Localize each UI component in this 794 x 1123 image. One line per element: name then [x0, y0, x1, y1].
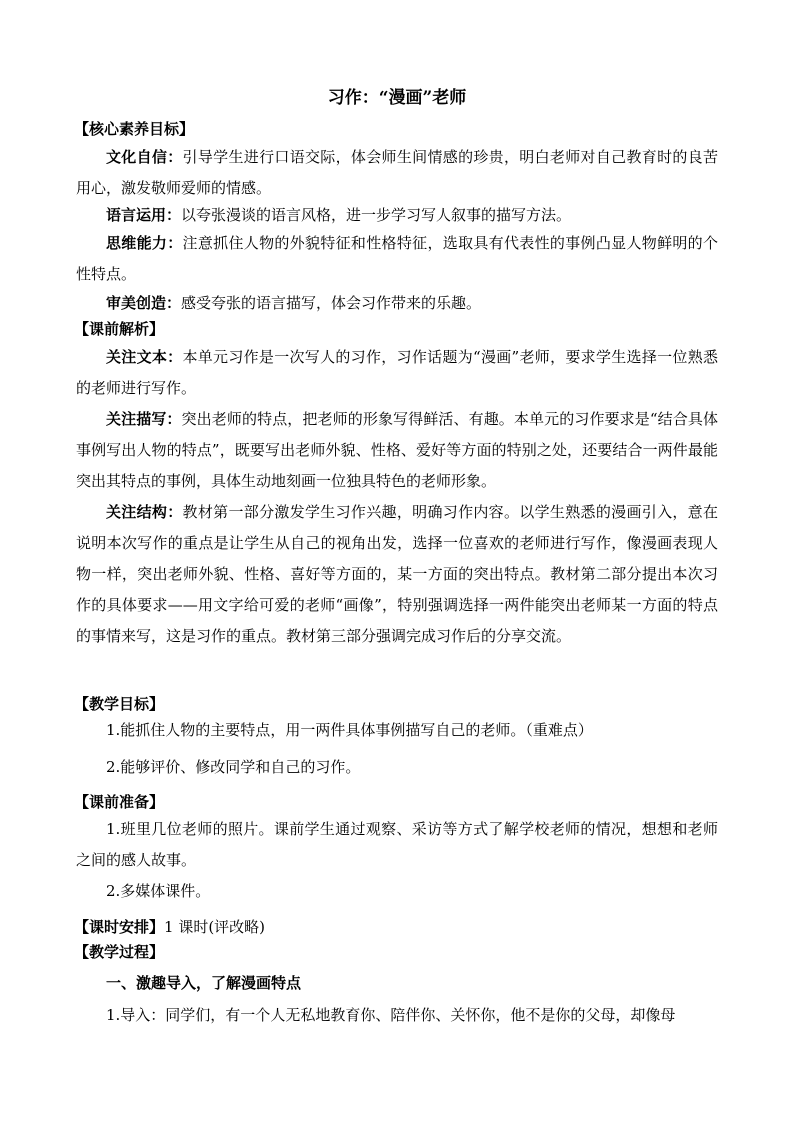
text-focus-text: 本单元习作是一次写人的习作，习作话题为“漫画”老师，要求学生选择一位熟悉的老师进行写作。 [76, 348, 718, 397]
section-pre-analysis: 【课前解析】 [74, 320, 165, 338]
process-intro: 1.导入：同学们，有一个人无私地教育你、陪伴你、关怀你，他不是你的父母，却像母 [106, 1006, 676, 1024]
goal-item-2: 2.能够评价、修改同学和自己的习作。 [106, 758, 361, 776]
lead-focus-description: 关注描写： [106, 410, 182, 428]
section-core-goals: 【核心素养目标】 [74, 120, 195, 138]
text-culture: 引导学生进行口语交际，体会师生间情感的珍贵，明白老师对自己教育时的良苦用心，激发敬师爱师的情感。 [76, 148, 718, 197]
lead-language: 语言运用： [106, 206, 182, 224]
text-aesthetic: 感受夸张的语言描写，体会习作带来的乐趣。 [181, 294, 482, 312]
goal-item-1: 1.能抓住人物的主要特点，用一两件具体事例描写自己的老师。（重难点） [106, 721, 593, 739]
paragraph-language [76, 200, 718, 231]
lead-focus-text: 关注文本： [106, 348, 183, 366]
paragraph-culture [76, 142, 718, 204]
text-language: 以夸张漫谈的语言风格，进一步学习写人叙事的描写方法。 [181, 206, 572, 224]
section-schedule [74, 915, 265, 939]
lead-aesthetic: 审美创造： [106, 294, 182, 312]
lead-focus-structure: 关注结构： [106, 503, 183, 521]
lead-thinking: 思维能力： [106, 234, 183, 252]
lead-culture: 文化自信： [106, 148, 183, 166]
text-focus-description: 突出老师的特点，把老师的形象写得鲜活、有趣。本单元的习作要求是“结合具体事例写出人物的特点”，既要写出老师外貌、性格、爱好等方面的特别之处，还要结合一两件最能突出其特点的事例，具体生动地刻画一位独具特色的老师形象。 [76, 410, 718, 490]
text-focus-structure: 教材第一部分激发学生习作兴趣，明确习作内容。以学生熟悉的漫画引入，意在说明本次写作的重点是让学生从自己的视角出发，选择一位喜欢的老师进行写作，像漫画表现人物一样，突出老师外貌、性格、喜好等方面的，某一方面的突出特点。教材第二部分提出本次习作的具体要求——用文字给可爱的老师“画像”，特别强调选择一两件能突出老师某一方面的特点的事情来写，这是习作的重点。教材第三部分强调完成习作后的分享交流。 [76, 503, 718, 645]
paragraph-focus-description [76, 404, 718, 497]
prep-item-1: 1.班里几位老师的照片。课前学生通过观察、采访等方式了解学校老师的情况，想想和老师之间的感人故事。 [76, 820, 718, 869]
section-process: 【教学过程】 [74, 943, 165, 961]
document-title: 习作：“漫画”老师 [327, 88, 467, 108]
schedule-label: 【课时安排】 [74, 918, 165, 936]
paragraph-thinking [76, 228, 718, 290]
schedule-text: 1 课时(评改略) [164, 918, 266, 936]
section-preparation: 【课前准备】 [74, 793, 165, 811]
prep-item-2: 2.多媒体课件。 [106, 882, 211, 900]
text-thinking: 注意抓住人物的外貌特征和性格特征，选取具有代表性的事例凸显人物鲜明的个性特点。 [76, 234, 718, 283]
paragraph-focus-text [76, 342, 718, 404]
paragraph-focus-structure [76, 497, 718, 652]
paragraph-aesthetic [76, 288, 718, 319]
process-step-1: 一、激趣导入，了解漫画特点 [106, 974, 302, 992]
section-teaching-goals: 【教学目标】 [74, 695, 165, 713]
